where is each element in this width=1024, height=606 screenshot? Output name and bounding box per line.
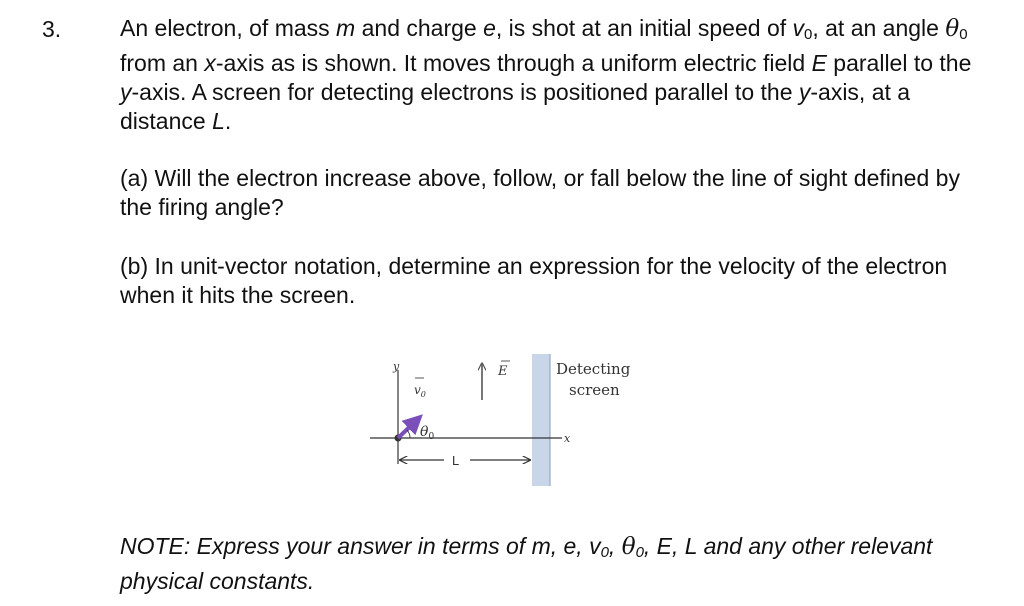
text-segment: -axis, at a distance	[120, 79, 911, 134]
field-label: E	[498, 364, 508, 379]
y-axis-label: y	[393, 360, 400, 373]
text-segment: , E, L and any other relevant physical constants.	[120, 533, 933, 594]
x-symbol: x	[204, 50, 216, 76]
velocity-vector	[398, 417, 420, 438]
y-symbol: y	[120, 79, 132, 105]
angle-symbol: θ	[945, 16, 960, 42]
text-segment: and charge	[355, 15, 484, 41]
note	[120, 532, 980, 596]
theta-label: $\theta_0$	[420, 424, 435, 442]
detecting-screen	[532, 354, 550, 486]
v0-label: $v_0$	[414, 383, 426, 399]
problem-number: 3.	[42, 16, 62, 42]
text-segment: NOTE: Express your answer in terms of m, e, v	[120, 533, 601, 559]
speed-symbol: v	[792, 15, 805, 41]
screen-label-line1: Detecting	[556, 360, 631, 378]
distance-label: L	[452, 453, 460, 468]
angle-subscript: 0	[635, 544, 644, 561]
part-a-question: (a) Will the electron increase above, follow, or fall below the line of sight defined by the firing angle?	[120, 165, 960, 220]
charge-symbol: e	[483, 15, 496, 41]
text-segment: ,	[608, 533, 622, 559]
text-segment: -axis. A screen for detecting electrons is positioned parallel to the	[131, 79, 799, 105]
y-symbol: y	[798, 79, 811, 105]
angle-symbol: θ	[621, 534, 636, 560]
speed-subscript: 0	[804, 26, 813, 43]
text-segment: , is shot at an initial speed of	[495, 15, 793, 41]
text-segment: from an	[120, 50, 205, 76]
text-segment: parallel to the	[826, 50, 972, 76]
text-segment: , at an angle	[812, 15, 946, 41]
angle-arc	[407, 430, 410, 438]
distance-symbol: L	[212, 108, 225, 134]
text-segment: -axis as is shown. It moves through a uniform electric field	[215, 50, 812, 76]
screen-label-line2: screen	[569, 381, 620, 399]
mass-symbol: m	[336, 15, 356, 41]
field-symbol: E	[811, 50, 827, 76]
physics-diagram	[360, 344, 660, 492]
text-segment: An electron, of mass	[120, 15, 337, 41]
problem-statement	[120, 14, 980, 136]
angle-subscript: 0	[959, 26, 968, 43]
text-segment: .	[224, 108, 232, 134]
part-b-question: (b) In unit-vector notation, determine an expression for the velocity of the electron when it hits the screen.	[120, 253, 948, 308]
x-axis-label: x	[564, 432, 571, 445]
speed-subscript: 0	[600, 544, 609, 561]
